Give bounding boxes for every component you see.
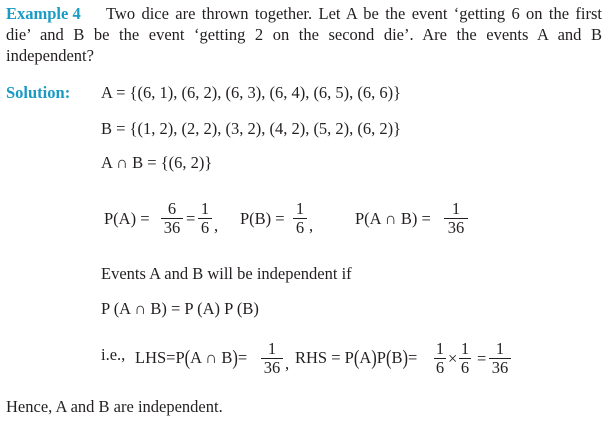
rhs-fraction-2 bbox=[459, 340, 471, 377]
p-a-num-1: 6 bbox=[161, 200, 183, 219]
p-a-fraction-1 bbox=[161, 200, 183, 237]
example-label: Example 4 bbox=[6, 4, 81, 23]
lhs-inner: A ∩ B bbox=[190, 348, 233, 367]
independence-condition: P (A ∩ B) = P (A) P (B) bbox=[101, 299, 259, 318]
lhs-label: LHS=P bbox=[135, 348, 185, 367]
rhs-fraction-3 bbox=[489, 340, 511, 377]
example-text-line-2: die’ and B be the event ‘getting 2 on the second die’. Are the events A and B bbox=[6, 25, 602, 44]
lhs-expression: LHS=P(A ∩ B)= bbox=[135, 345, 248, 370]
ie-comma: , bbox=[285, 354, 290, 373]
example-text-line-3: independent? bbox=[6, 46, 94, 65]
rhs-b: B bbox=[391, 348, 403, 367]
lhs-fraction bbox=[261, 340, 283, 377]
p-b-label: P(B) = bbox=[240, 209, 285, 228]
rhs-f3-num: 1 bbox=[489, 340, 511, 359]
lhs-equals: = bbox=[237, 348, 248, 367]
lhs-den: 36 bbox=[263, 358, 281, 377]
p-ab-num: 1 bbox=[444, 200, 468, 219]
rhs-f1-den: 6 bbox=[435, 358, 445, 377]
example-text-line-1: Two dice are thrown together. Let A be the event ‘getting 6 on the first bbox=[106, 4, 602, 23]
independence-statement: Events A and B will be independent if bbox=[101, 264, 352, 283]
rhs-equals: = bbox=[407, 348, 418, 367]
p-a-num-2: 1 bbox=[198, 200, 212, 219]
p-a-den-2: 6 bbox=[200, 218, 210, 237]
conclusion: Hence, A and B are independent. bbox=[6, 397, 223, 416]
solution-label: Solution: bbox=[6, 83, 71, 102]
set-b: B = {(1, 2), (2, 2), (3, 2), (4, 2), (5, 2), (6, 2)} bbox=[101, 119, 402, 138]
p-ab-label: P(A ∩ B) = bbox=[355, 209, 431, 228]
p-a-equals: = bbox=[186, 209, 196, 228]
intersection: A ∩ B = {(6, 2)} bbox=[101, 153, 213, 172]
p-b-comma: , bbox=[309, 216, 314, 235]
p-b-den: 6 bbox=[295, 218, 305, 237]
set-a: A = {(6, 1), (6, 2), (6, 3), (6, 4), (6, 5), (6, 6)} bbox=[101, 83, 402, 102]
rhs-f2-den: 6 bbox=[460, 358, 470, 377]
lhs-num: 1 bbox=[261, 340, 283, 359]
p-b-fraction bbox=[293, 200, 307, 237]
rhs-f1-num: 1 bbox=[435, 339, 445, 358]
rhs-label: RHS = P bbox=[295, 348, 354, 367]
p-b-num: 1 bbox=[293, 200, 307, 219]
p-ab-den: 36 bbox=[447, 218, 465, 237]
p-a-den-1: 36 bbox=[163, 218, 181, 237]
rhs-fraction-1 bbox=[434, 340, 446, 377]
rhs-a: A bbox=[359, 348, 372, 367]
ie-prefix: i.e., bbox=[101, 345, 126, 364]
p-a-fraction-2 bbox=[198, 200, 212, 237]
rhs-f3-den: 36 bbox=[491, 358, 509, 377]
rhs-p: P bbox=[376, 348, 386, 367]
p-a-label: P(A) = bbox=[104, 209, 150, 228]
p-ab-fraction bbox=[444, 200, 468, 237]
p-a-comma: , bbox=[214, 216, 219, 235]
rhs-equals-2: = bbox=[477, 349, 487, 368]
rhs-times: × bbox=[448, 349, 458, 368]
example-heading bbox=[6, 4, 81, 24]
rhs-f2-num: 1 bbox=[460, 339, 470, 358]
rhs-expression: RHS = P(A)P(B)= bbox=[295, 345, 418, 370]
